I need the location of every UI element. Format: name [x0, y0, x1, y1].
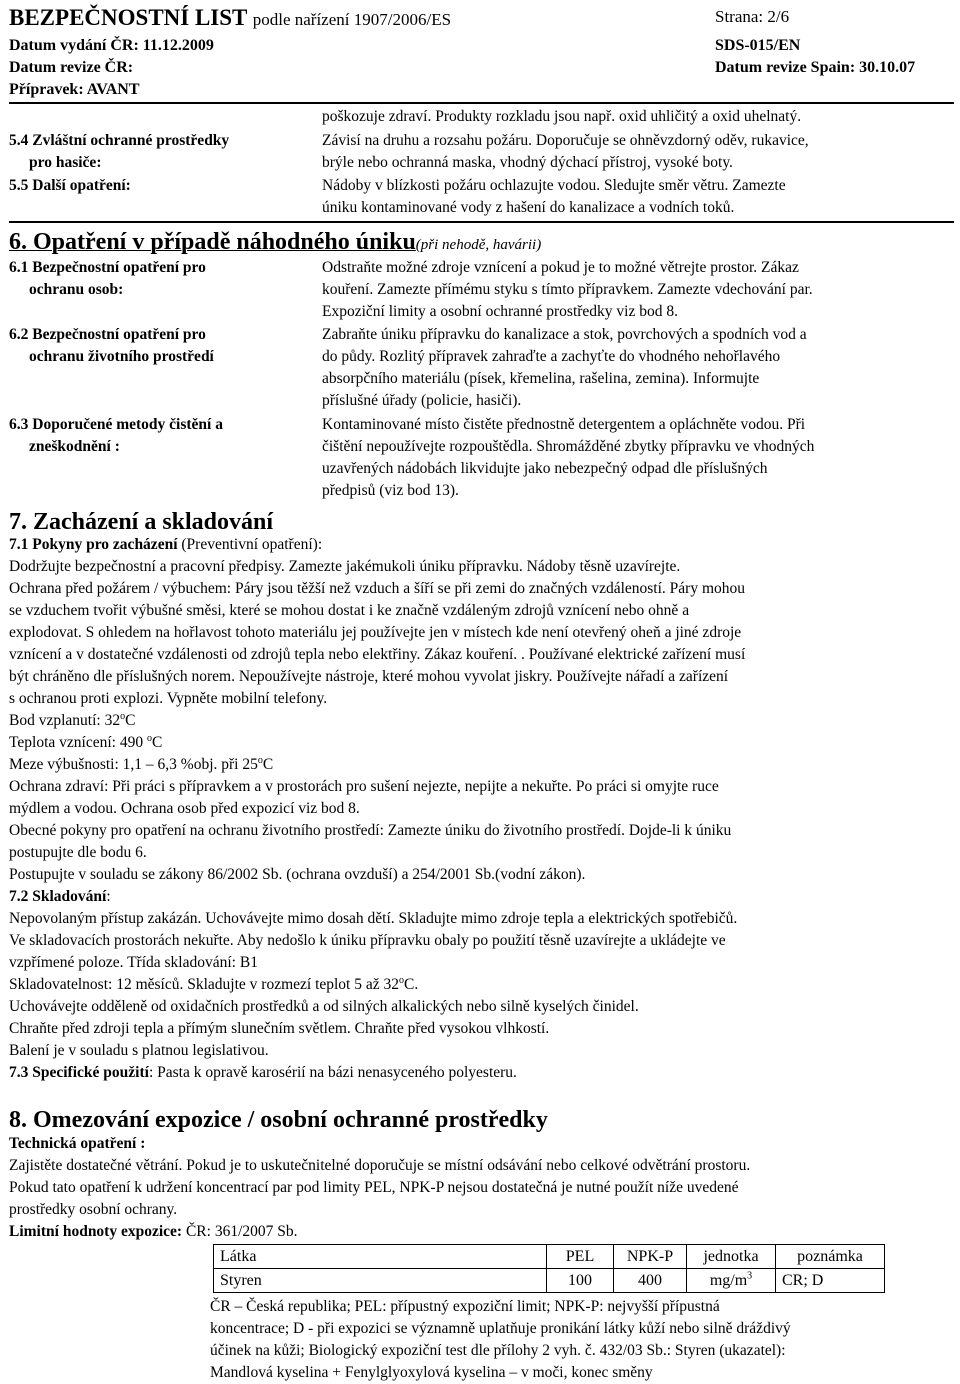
- text-line: Mandlová kyselina + Fenylglyoxylová kyselina – v moči, konec směny: [210, 1364, 653, 1381]
- text-line: vznícení a v dostatečné vzdálenosti od zdrojů tepla nebo elektřiny. Zákaz kouření. . Používané elektrické zařízení musí: [9, 646, 746, 663]
- s8-title: 8. Omezování expozice / osobní ochranné prostředky: [9, 1107, 548, 1133]
- s63-text-4: předpisů (viz bod 13).: [322, 482, 459, 499]
- s72-heading: 7.2 Skladování:: [9, 888, 111, 905]
- limits-heading: Limitní hodnoty expozice: ČR: 361/2007 Sb.: [9, 1223, 298, 1240]
- s71-heading: 7.1 Pokyny pro zacházení (Preventivní opatření):: [9, 536, 323, 553]
- s55-label: 5.5 Další opatření:: [9, 177, 131, 194]
- flash-point: Bod vzplanutí: 32$^o$C: [9, 710, 136, 729]
- explosion-limits: Meze výbušnosti: 1,1 – 6,3 %obj. při 25$^o$C: [9, 754, 274, 773]
- s54-label-2: pro hasiče:: [29, 154, 102, 171]
- table-notes: [210, 1296, 955, 1384]
- text-line: prostředky osobní ochrany.: [9, 1201, 178, 1218]
- s55-text-2: úniku kontaminované vody z hašení do kanalizace a vodních toků.: [322, 199, 735, 216]
- s63-label: 6.3 Doporučené metody čistění a: [9, 416, 223, 433]
- s73-line: 7.3 Specifické použití: Pasta k opravě karosérií na bázi nenasyceného polyesteru.: [9, 1064, 517, 1081]
- sds-code: SDS-015/EN: [715, 37, 801, 54]
- s61-label: 6.1 Bezpečnostní opatření pro: [9, 259, 206, 276]
- s61-label-2: ochranu osob:: [29, 281, 124, 298]
- doc-title: BEZPEČNOSTNÍ LIST podle nařízení 1907/2006/ES: [9, 5, 452, 30]
- text-line: Nepovolaným přístup zakázán. Uchovávejte mimo dosah dětí. Skladujte mimo zdroje tepla a elektrických spotřebičů.: [9, 910, 738, 927]
- s54-text-1: Závisí na druhu a rozsahu požáru. Doporučuje se ohněvzdorný oděv, rukavice,: [322, 132, 809, 149]
- text-line: vzpřímené poloze. Třída skladování: B1: [9, 954, 258, 971]
- divider: [9, 221, 954, 223]
- text-line: Balení je v souladu s platnou legislativou.: [9, 1042, 269, 1059]
- document-header: [9, 0, 954, 104]
- s62-text-4: příslušné úřady (policie, hasiči).: [322, 392, 522, 409]
- storability: Skladovatelnost: 12 měsíců. Skladujte v rozmezí teplot 5 až 32$^o$C.: [9, 974, 419, 993]
- page-number: Strana: 2/6: [715, 7, 790, 26]
- table-row: Styren 100 400 $mg/m^3$ CR; D: [214, 1269, 885, 1293]
- text-line: ČR – Česká republika; PEL: přípustný expoziční limit; NPK-P: nejvyšší přípustná: [210, 1298, 720, 1315]
- text-line: Chraňte před zdroji tepla a přímým slunečním světlem. Chraňte před vysokou vlhkostí.: [9, 1020, 550, 1037]
- text-line: Obecné pokyny pro opatření na ochranu životního prostředí: Zamezte úniku do životního prostředí. Dojde-li k úniku: [9, 822, 732, 839]
- s63-text-3: uzavřených nádobách likvidujte jako nebezpečný odpad dle příslušných: [322, 460, 768, 477]
- text-line: explodovat. S ohledem na hořlavost tohoto materiálu jej používejte jen v místech kde není otevřený oheň a jiné zdroje: [9, 624, 742, 641]
- s63-label-2: zneškodnění :: [29, 438, 120, 455]
- s61-text-3: Expoziční limity a osobní ochranné prostředky viz bod 8.: [322, 303, 678, 320]
- text-line: Uchovávejte odděleně od oxidačních prostředků a od silných alkalických nebo silně kyselých činidel.: [9, 998, 639, 1015]
- s6-note: (při nehodě, havárii): [415, 237, 542, 253]
- s63-text-2: čištění nepoužívejte rozpouštědla. Shromážděné zbytky přípravku ve vhodných: [322, 438, 815, 455]
- text-line: se vzduchem tvořit výbušné směsi, které se mohou dostat i ke značně vzdáleným zdrojů vznícení nebo ohně a: [9, 602, 690, 619]
- ignition-temp: Teplota vznícení: 490 $^o$C: [9, 732, 163, 751]
- issue-date: Datum vydání ČR: 11.12.2009: [9, 37, 214, 54]
- text-line: Postupujte v souladu se zákony 86/2002 Sb. (ochrana ovzduší) a 254/2001 Sb.(vodní zákon).: [9, 866, 586, 883]
- text-line: Dodržujte bezpečnostní a pracovní předpisy. Zamezte jakémukoli úniku přípravku. Nádoby těsně uzavírejte.: [9, 558, 681, 575]
- s62-text-2: do půdy. Rozlitý přípravek zahraďte a zachyťte do vhodného nehořlavého: [322, 348, 781, 365]
- s54-text-2: brýle nebo ochranná maska, vhodný dýchací přístroj, vysoké boty.: [322, 154, 733, 171]
- text-line: Ochrana zdraví: Při práci s přípravkem a v prostorách pro sušení nejezte, nepijte a nekuřte. Po práci si omyjte ruce: [9, 778, 719, 795]
- revision-date-cr: Datum revize ČR:: [9, 59, 134, 76]
- revision-date-spain: Datum revize Spain: 30.10.07: [715, 59, 916, 76]
- text-line: s ochranou proti explozi. Vypněte mobilní telefony.: [9, 690, 328, 707]
- s5-cont: poškozuje zdraví. Produkty rozkladu jsou např. oxid uhličitý a oxid uhelnatý.: [322, 108, 802, 125]
- table-header-row: Látka PEL NPK-P jednotka poznámka: [214, 1245, 885, 1269]
- text-line: být chráněno dle příslušných norem. Nepoužívejte nástroje, které mohou vyvolat jiskry. Používejte nářadí a zařízení: [9, 668, 729, 685]
- text-line: Pokud tato opatření k udržení koncentrací par pod limity PEL, NPK-P nejsou dostatečná je nutné použít níže uvedené: [9, 1179, 739, 1196]
- product-name: Přípravek: AVANT: [9, 81, 140, 98]
- text-line: mýdlem a vodou. Ochrana osob před expozicí viz bod 8.: [9, 800, 360, 817]
- text-line: koncentrace; D - při expozici se významně uplatňuje pronikání látky kůží nebo silně dráždivý: [210, 1320, 791, 1337]
- tech-heading: Technická opatření :: [9, 1135, 146, 1152]
- s71-body: [9, 556, 954, 1084]
- s63-text-1: Kontaminované místo čistěte přednostně detergentem a opláchněte vodou. Při: [322, 416, 806, 433]
- s62-label-2: ochranu životního prostředí: [29, 348, 214, 365]
- s8-body: [9, 1133, 954, 1243]
- s62-text-3: absorpčního materiálu (písek, křemelina, rašelina, zemina). Informujte: [322, 370, 760, 387]
- s7-title: 7. Zacházení a skladování: [9, 509, 274, 535]
- s55-text-1: Nádoby v blízkosti požáru ochlazujte vodou. Sledujte směr větru. Zamezte: [322, 177, 786, 194]
- s6-title: 6. Opatření v případě náhodného úniku(při nehodě, havárii): [9, 229, 542, 255]
- doc-subtitle: podle nařízení 1907/2006/ES: [252, 10, 452, 29]
- s54-label: 5.4 Zvláštní ochranné prostředky: [9, 132, 230, 149]
- s62-label: 6.2 Bezpečnostní opatření pro: [9, 326, 206, 343]
- s61-text-1: Odstraňte možné zdroje vznícení a pokud je to možné větrejte prostor. Zákaz: [322, 259, 799, 276]
- s62-text-1: Zabraňte úniku přípravku do kanalizace a stok, povrchových a spodních vod a: [322, 326, 807, 343]
- text-line: Ochrana před požárem / výbuchem: Páry jsou těžší než vzduch a šíří se při zemi do značných vzdáleností. Páry mohou: [9, 580, 746, 597]
- text-line: Ve skladovacích prostorách nekuřte. Aby nedošlo k úniku přípravku obaly po použití těsně uzavírejte a ukládejte ve: [9, 932, 726, 949]
- sds-page: [9, 0, 954, 1381]
- text-line: účinek na kůži; Biologický expoziční test dle přílohy 2 vyh. č. 432/03 Sb.: Styren (ukazatel):: [210, 1342, 786, 1359]
- s61-text-2: kouření. Zamezte přímému styku s tímto přípravkem. Zamezte vdechování par.: [322, 281, 813, 298]
- text-line: postupujte dle bodu 6.: [9, 844, 147, 861]
- text-line: Zajistěte dostatečné větrání. Pokud je to uskutečnitelné doporučuje se místní odsávání nebo celkové odvětrání prostoru.: [9, 1157, 751, 1174]
- exposure-limits-table: [213, 1244, 885, 1293]
